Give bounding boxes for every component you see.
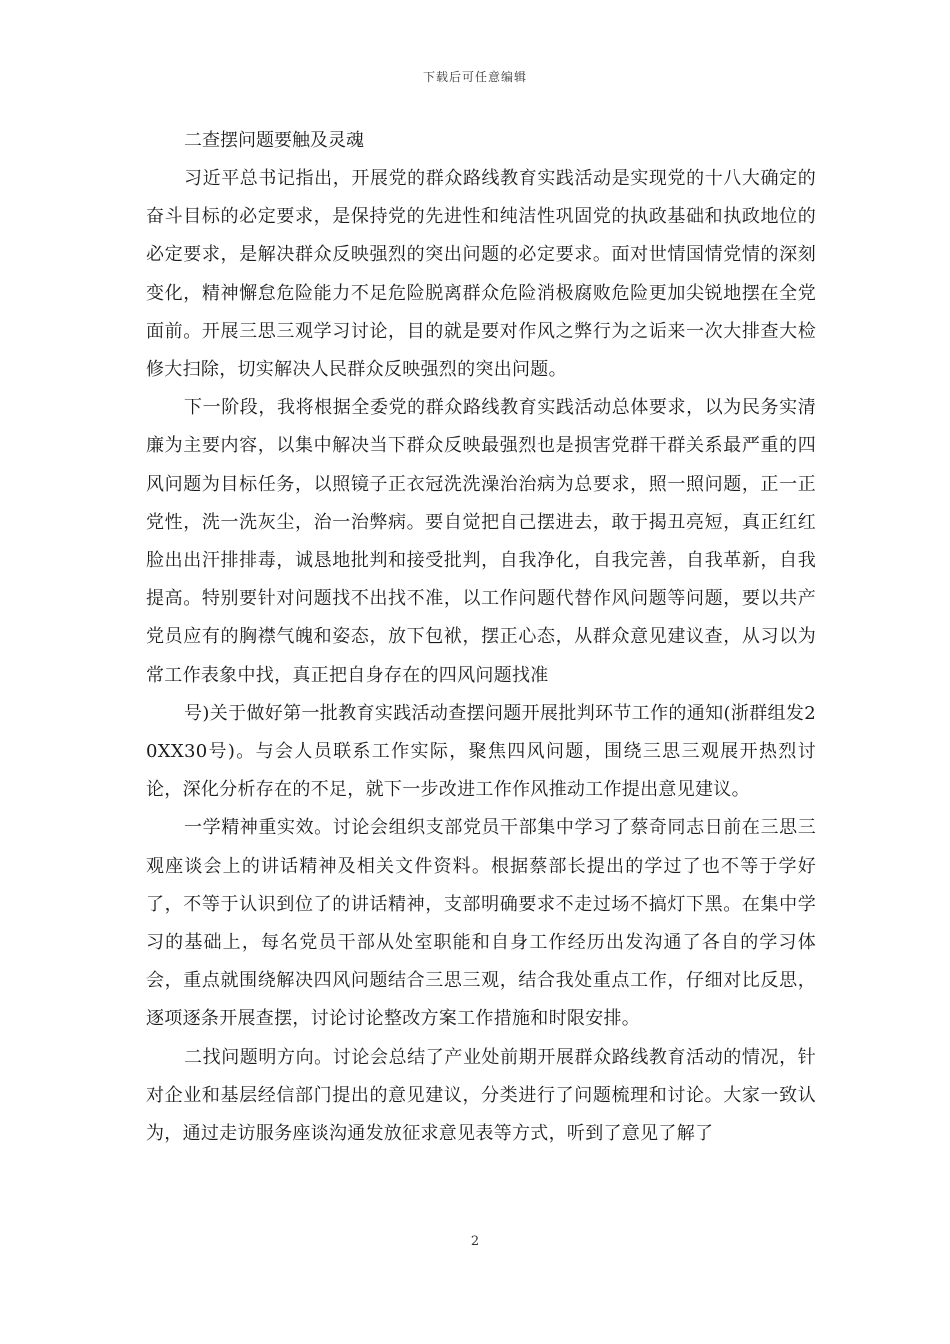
paragraph-3: 号)关于做好第一批教育实践活动查摆问题开展批判环节工作的通知(浙群组发20XX30号)。与会人员联系工作实际，聚焦四风问题，围绕三思三观展开热烈讨论，深化分析存在的不足，就下一步改进工作作风推动工作提出意见建议。 (146, 702, 816, 801)
paragraph-1: 习近平总书记指出，开展党的群众路线教育实践活动是实现党的十八大确定的奋斗目标的必定要求，是保持党的先进性和纯洁性巩固党的执政基础和执政地位的必定要求，是解决群众反映强烈的突出问题的必定要求。面对世情国情党情的深刻变化，精神懈怠危险能力不足危险脱离群众危险消极腐败危险更加尖锐地摆在全党面前。开展三思三观学习讨论，目的就是要对作风之弊行为之诟来一次大排查大检修大扫除，切实解决人民群众反映强烈的突出问题。 (146, 168, 816, 381)
page-header: 下载后可任意编辑 (422, 70, 527, 84)
paragraph-5: 二找问题明方向。讨论会总结了产业处前期开展群众路线教育活动的情况，针对企业和基层经信部门提出的意见建议，分类进行了问题梳理和讨论。大家一致认为，通过走访服务座谈沟通发放征求意见表等方式，听到了意见了解了 (146, 1046, 816, 1145)
paragraph-2: 下一阶段，我将根据全委党的群众路线教育实践活动总体要求，以为民务实清廉为主要内容，以集中解决当下群众反映最强烈也是损害党群干群关系最严重的四风问题为目标任务，以照镜子正衣冠洗洗澡治治病为总要求，照一照问题，正一正党性，洗一洗灰尘，治一治弊病。要自觉把自己摆进去，敢于揭丑亮短，真正红红脸出出汗排排毒，诚恳地批判和接受批判，自我净化，自我完善，自我革新，自我提高。特别要针对问题找不出找不准，以工作问题代替作风问题等问题，要以共产党员应有的胸襟气魄和姿态，放下包袱，摆正心态，从群众意见建议查，从习以为常工作表象中找，真正把自身存在的四风问题找准 (146, 397, 816, 686)
page-number: 2 (470, 1234, 480, 1249)
section-heading: 二查摆问题要触及灵魂 (184, 130, 364, 151)
document-body (146, 122, 816, 1153)
paragraph-4: 一学精神重实效。讨论会组织支部党员干部集中学习了蔡奇同志日前在三思三观座谈会上的讲话精神及相关文件资料。根据蔡部长提出的学过了也不等于学好了，不等于认识到位了的讲话精神，支部明确要求不走过场不搞灯下黑。在集中学习的基础上，每名党员干部从处室职能和自身工作经历出发沟通了各自的学习体会，重点就围绕解决四风问题结合三思三观，结合我处重点工作，仔细对比反思，逐项逐条开展查摆，讨论讨论整改方案工作措施和时限安排。 (146, 817, 816, 1030)
